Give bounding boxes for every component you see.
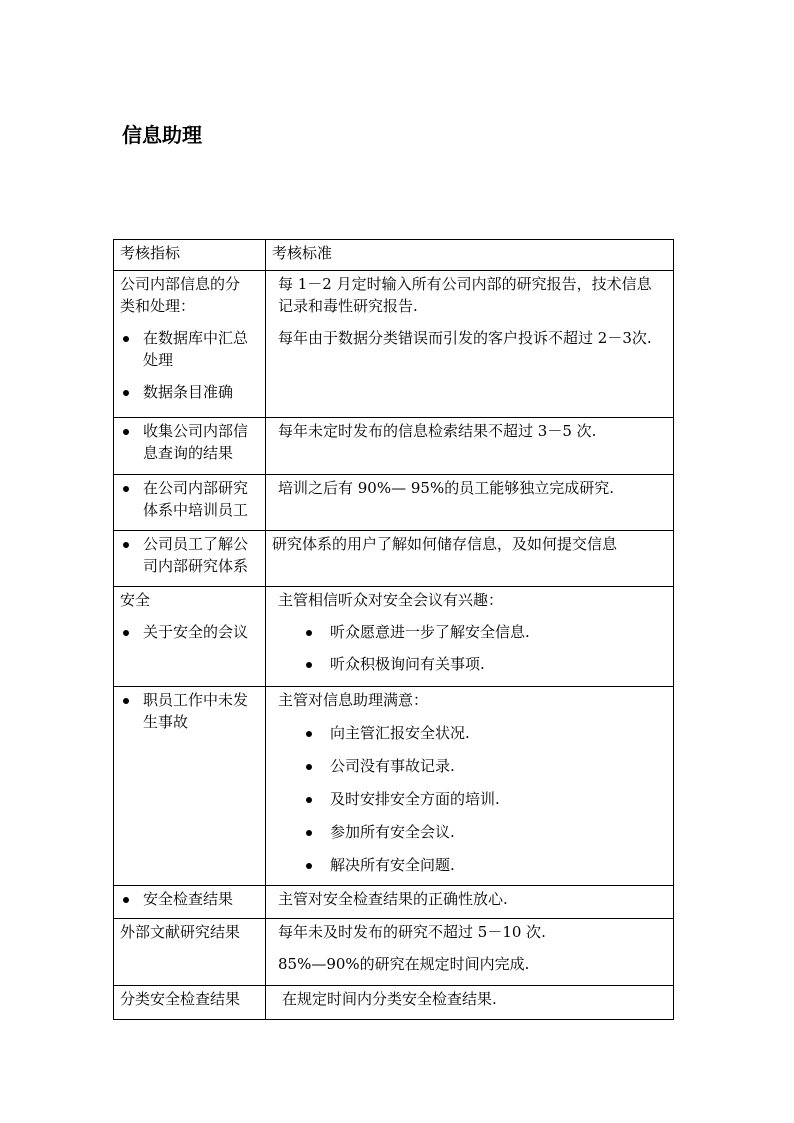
- indicator-heading: 安全: [120, 591, 151, 609]
- bullet-icon: [123, 542, 129, 548]
- indicator-cell: [114, 418, 266, 475]
- standard-heading: 主管对信息助理满意：: [278, 691, 429, 709]
- bullet-icon: [123, 390, 129, 396]
- bullet-icon: [123, 486, 129, 492]
- indicator-text: 分类安全检查结果: [120, 990, 241, 1008]
- bullet-icon: [123, 897, 129, 903]
- indicator-cell: [114, 587, 266, 687]
- bullet-text: 生事故: [143, 713, 189, 731]
- standard-heading: 主管相信听众对安全会议有兴趣：: [278, 591, 504, 609]
- indicator-cell: [114, 687, 266, 886]
- table-row: [114, 271, 674, 418]
- bullet-text: 体系中培训员工: [143, 501, 249, 519]
- indicator-cell: [114, 919, 266, 986]
- header-cell-indicator: [114, 240, 266, 271]
- standard-bullet-list: [272, 722, 669, 876]
- standard-text: 培训之后有 90%— 95%的员工能够独立完成研究.: [278, 479, 614, 497]
- standard-bullet: [272, 722, 669, 744]
- indicator-text: 类和处理：: [120, 297, 196, 315]
- indicator-cell: [114, 531, 266, 587]
- table-row: [114, 475, 674, 531]
- standard-cell: [266, 919, 674, 986]
- table-row: [114, 531, 674, 587]
- standard-bullet: [272, 821, 669, 843]
- bullet-icon: [306, 764, 312, 770]
- standard-cell: [266, 886, 674, 919]
- standard-text: 研究体系的用户了解如何储存信息，及如何提交信息: [272, 535, 618, 553]
- bullet-icon: [123, 336, 129, 342]
- bullet-text: 及时安排安全方面的培训.: [330, 790, 500, 808]
- header-standard-label: 考核标准: [272, 244, 333, 262]
- bullet-text: 收集公司内部信: [143, 422, 249, 440]
- bullet-icon: [123, 429, 129, 435]
- standard-cell: [266, 271, 674, 418]
- standard-cell: [266, 687, 674, 886]
- indicator-bullet: [120, 381, 261, 403]
- bullet-icon: [123, 630, 129, 636]
- table-row: [114, 687, 674, 886]
- table-row: [114, 587, 674, 687]
- bullet-text: 关于安全的会议: [143, 623, 249, 641]
- standard-bullet-list: [272, 621, 669, 675]
- document-title: 信息助理: [122, 123, 202, 147]
- indicator-cell: [114, 475, 266, 531]
- standard-bullet: [272, 621, 669, 643]
- indicator-cell: [114, 986, 266, 1020]
- bullet-text: 在数据库中汇总: [143, 329, 249, 347]
- evaluation-table: [113, 239, 674, 1020]
- indicator-bullet: [120, 888, 261, 910]
- standard-text: 每年由于数据分类错误而引发的客户投诉不超过 2－3次.: [278, 329, 652, 347]
- table-row: [114, 886, 674, 919]
- bullet-text: 听众愿意进一步了解安全信息.: [330, 623, 530, 641]
- indicator-text: 公司内部信息的分: [120, 275, 241, 293]
- bullet-text: 息查询的结果: [143, 444, 234, 462]
- standard-bullet: [272, 653, 669, 675]
- standard-cell: [266, 587, 674, 687]
- bullet-icon: [306, 797, 312, 803]
- bullet-text: 公司员工了解公: [143, 535, 249, 553]
- standard-text: 85%—90%的研究在规定时间内完成.: [278, 955, 530, 973]
- table-row: [114, 986, 674, 1020]
- indicator-text: 外部文献研究结果: [120, 923, 241, 941]
- bullet-text: 职员工作中未发: [143, 691, 249, 709]
- indicator-bullet: [120, 621, 261, 643]
- bullet-text: 数据条目准确: [143, 383, 234, 401]
- bullet-text: 公司没有事故记录.: [330, 757, 455, 775]
- indicator-cell: [114, 886, 266, 919]
- bullet-text: 司内部研究体系: [143, 557, 249, 575]
- bullet-text: 在公司内部研究: [143, 479, 249, 497]
- standard-cell: [266, 986, 674, 1020]
- indicator-cell: [114, 271, 266, 418]
- header-indicator-label: 考核指标: [120, 244, 181, 262]
- indicator-bullet: [120, 689, 261, 733]
- standard-bullet: [272, 854, 669, 876]
- bullet-icon: [306, 630, 312, 636]
- bullet-text: 向主管汇报安全状况.: [330, 724, 470, 742]
- standard-text: 每 1－2 月定时输入所有公司内部的研究报告，技术信息: [278, 275, 652, 293]
- standard-text: 在规定时间内分类安全检查结果.: [282, 990, 497, 1008]
- header-cell-standard: [266, 240, 674, 271]
- bullet-text: 处理: [143, 351, 174, 369]
- standard-cell: [266, 418, 674, 475]
- standard-bullet: [272, 788, 669, 810]
- table-row: [114, 919, 674, 986]
- bullet-icon: [306, 662, 312, 668]
- bullet-icon: [306, 731, 312, 737]
- bullet-text: 安全检查结果: [143, 890, 234, 908]
- standard-text: 每年未定时发布的信息检索结果不超过 3－5 次.: [278, 422, 597, 440]
- table-header-row: [114, 240, 674, 271]
- bullet-text: 参加所有安全会议.: [330, 823, 455, 841]
- indicator-bullet: [120, 420, 261, 464]
- bullet-icon: [306, 830, 312, 836]
- indicator-bullet: [120, 477, 261, 521]
- bullet-text: 解决所有安全问题.: [330, 856, 455, 874]
- standard-cell: [266, 531, 674, 587]
- bullet-text: 听众积极询问有关事项.: [330, 655, 485, 673]
- bullet-icon: [123, 698, 129, 704]
- standard-cell: [266, 475, 674, 531]
- standard-text: 主管对安全检查结果的正确性放心.: [278, 890, 508, 908]
- table-row: [114, 418, 674, 475]
- bullet-icon: [306, 863, 312, 869]
- standard-text: 记录和毒性研究报告.: [278, 297, 418, 315]
- standard-bullet: [272, 755, 669, 777]
- indicator-bullet: [120, 327, 261, 371]
- indicator-bullet: [120, 533, 261, 577]
- standard-text: 每年未及时发布的研究不超过 5－10 次.: [278, 923, 546, 941]
